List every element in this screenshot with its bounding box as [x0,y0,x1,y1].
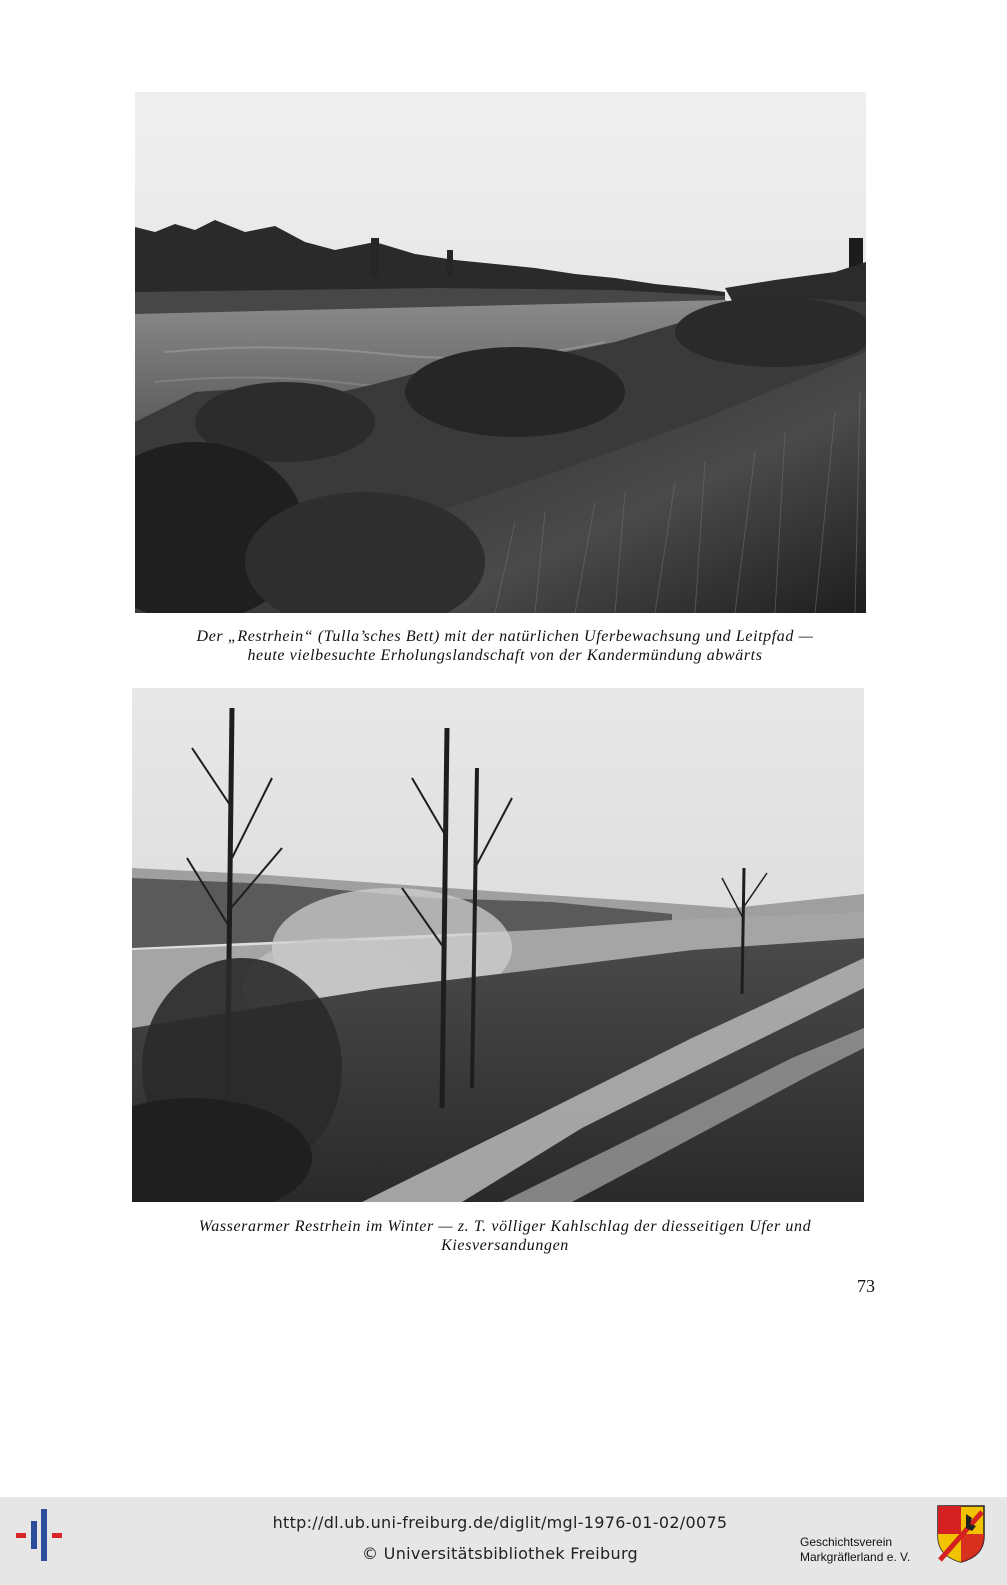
caption-2-line-2: Kiesversandungen [441,1237,569,1254]
winter-river-photo [132,688,864,1202]
footer-url-link[interactable]: http://dl.ub.uni-freiburg.de/diglit/mgl-1976-01-02/0075 [272,1513,728,1532]
library-logo-icon [14,1505,66,1565]
summer-river-photo [135,92,866,613]
caption-photo-2 [110,1217,900,1255]
photo-restrhein-winter [132,688,864,1202]
footer-bar [0,1497,1007,1585]
caption-photo-1 [120,627,890,665]
caption-1-line-1: Der „Restrhein“ (Tulla’sches Bett) mit der natürlichen Uferbewachsung und Leitpfad — [196,628,814,645]
society-name-line-2: Markgräflerland e. V. [800,1550,911,1564]
society-name [800,1535,930,1565]
caption-1-line-2: heute vielbesuchte Erholungslandschaft von der Kandermündung abwärts [247,647,763,664]
page-number: 73 [857,1276,875,1296]
coat-of-arms-icon [936,1504,986,1564]
society-name-line-1: Geschichtsverein [800,1535,893,1549]
photo-restrhein-summer [135,92,866,613]
footer-copyright: © Universitätsbibliothek Freiburg [362,1544,638,1563]
caption-2-line-1: Wasserarmer Restrhein im Winter — z. T. völliger Kahlschlag der diesseitigen Ufer und [198,1218,812,1235]
